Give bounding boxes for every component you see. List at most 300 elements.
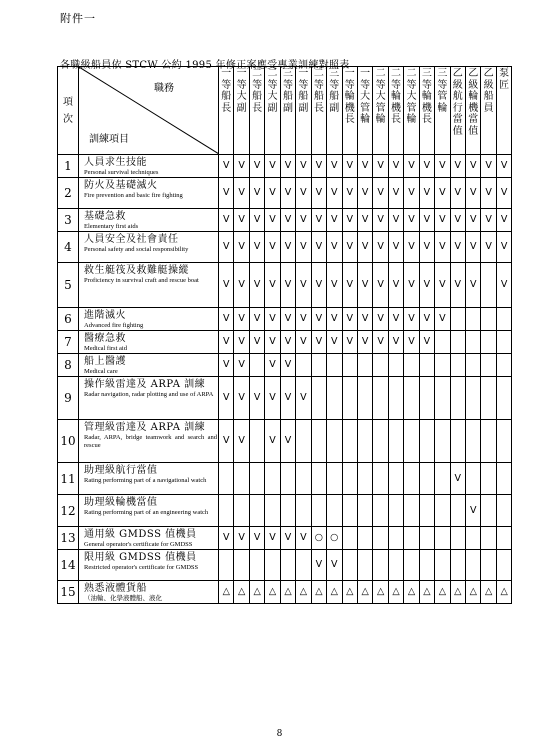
rank-header-7: 二 等 船 長 [311, 67, 326, 155]
requirement-mark [496, 377, 511, 420]
training-item [79, 331, 219, 354]
training-item-en: Fire prevention and basic fire fighting [84, 192, 183, 199]
requirement-mark: V [219, 155, 234, 178]
requirement-mark [450, 495, 465, 527]
rank-header-8: 三 等 船 副 [327, 67, 342, 155]
item-no: 7 [58, 331, 79, 354]
rank-header-6: 一 等 船 副 [296, 67, 311, 155]
requirement-mark [450, 550, 465, 581]
training-item [79, 308, 219, 331]
item-no: 8 [58, 354, 79, 377]
table-row [58, 581, 512, 604]
requirement-mark: V [404, 209, 419, 232]
training-item-zh: 操作級雷達及 ARPA 訓練 [84, 379, 206, 390]
requirement-mark: V [466, 495, 481, 527]
requirement-mark: V [435, 232, 450, 263]
requirement-mark: V [373, 178, 388, 209]
requirement-mark: V [311, 263, 326, 308]
training-item-en: Radar navigation, radar plotting and use of ARPA [84, 391, 214, 398]
requirement-mark: V [327, 232, 342, 263]
requirement-mark: V [388, 155, 403, 178]
requirement-mark: V [327, 178, 342, 209]
requirement-mark [466, 463, 481, 495]
requirement-mark: △ [373, 581, 388, 604]
requirement-mark: V [280, 209, 295, 232]
training-item-zh: 通用級 GMDSS 值機員 [84, 529, 197, 540]
requirement-mark: V [234, 377, 249, 420]
requirement-mark [311, 495, 326, 527]
rank-header-4: 二 等 大 副 [265, 67, 280, 155]
requirement-mark [357, 463, 372, 495]
training-item-zh: 管理級雷達及 ARPA 訓練 [84, 422, 206, 433]
requirement-mark: V [327, 550, 342, 581]
requirement-mark: V [249, 209, 264, 232]
table-row [58, 178, 512, 209]
requirement-mark: V [404, 178, 419, 209]
requirement-mark: V [388, 209, 403, 232]
requirement-mark: V [450, 209, 465, 232]
requirement-mark: V [280, 263, 295, 308]
requirement-mark: △ [357, 581, 372, 604]
requirement-mark [373, 420, 388, 463]
table-row [58, 209, 512, 232]
training-item-zh: 助理級航行當值 [84, 465, 158, 476]
table-row [58, 232, 512, 263]
requirement-mark: V [496, 232, 511, 263]
requirement-mark [311, 463, 326, 495]
requirement-mark [342, 495, 357, 527]
requirement-mark [419, 550, 434, 581]
requirement-mark: V [234, 178, 249, 209]
requirement-mark: △ [481, 581, 496, 604]
requirement-mark: V [450, 155, 465, 178]
requirement-mark: V [311, 178, 326, 209]
requirement-mark: V [327, 209, 342, 232]
requirement-mark [481, 331, 496, 354]
requirement-mark: V [404, 263, 419, 308]
requirement-mark [373, 527, 388, 550]
requirement-mark [296, 420, 311, 463]
requirement-mark: V [311, 331, 326, 354]
training-item-label: 訓練項目 [89, 134, 129, 145]
requirement-mark: V [388, 308, 403, 331]
training-item [79, 495, 219, 527]
requirement-mark: V [265, 263, 280, 308]
requirement-mark [280, 550, 295, 581]
requirement-mark: V [388, 263, 403, 308]
requirement-mark: V [280, 232, 295, 263]
requirement-mark: V [450, 232, 465, 263]
requirement-mark [219, 495, 234, 527]
requirement-mark [357, 495, 372, 527]
requirement-mark: V [435, 209, 450, 232]
requirement-mark: △ [234, 581, 249, 604]
training-item [79, 377, 219, 420]
requirement-mark: △ [265, 581, 280, 604]
requirement-mark: V [342, 178, 357, 209]
requirement-mark: V [342, 155, 357, 178]
requirement-mark [296, 550, 311, 581]
requirement-mark [481, 377, 496, 420]
training-item-en: Medical first aid [84, 345, 127, 352]
table-row [58, 308, 512, 331]
requirement-mark: V [249, 527, 264, 550]
requirement-mark: V [373, 263, 388, 308]
requirement-mark [327, 420, 342, 463]
requirement-mark [219, 463, 234, 495]
requirement-mark: V [357, 209, 372, 232]
requirement-mark: V [234, 232, 249, 263]
requirement-mark: △ [311, 581, 326, 604]
requirement-mark: ○ [311, 527, 326, 550]
requirement-mark: V [249, 232, 264, 263]
requirement-mark [419, 354, 434, 377]
requirement-mark: V [219, 527, 234, 550]
requirement-mark [404, 550, 419, 581]
item-no: 4 [58, 232, 79, 263]
table-row [58, 463, 512, 495]
requirement-mark [404, 463, 419, 495]
requirement-mark: V [466, 178, 481, 209]
requirement-mark [342, 354, 357, 377]
requirement-mark: V [219, 209, 234, 232]
requirement-mark: V [265, 420, 280, 463]
rank-header-11: 二 等 大 管 輪 [373, 67, 388, 155]
item-no: 3 [58, 209, 79, 232]
item-no: 12 [58, 495, 79, 527]
requirement-mark: V [234, 155, 249, 178]
requirement-mark: V [466, 155, 481, 178]
requirement-mark: V [280, 377, 295, 420]
requirement-mark: V [342, 263, 357, 308]
requirement-mark: V [419, 155, 434, 178]
table-row [58, 550, 512, 581]
requirement-mark [373, 550, 388, 581]
requirement-mark: ○ [327, 527, 342, 550]
item-no-header [58, 67, 79, 155]
requirement-mark [466, 527, 481, 550]
requirement-mark: V [265, 178, 280, 209]
requirement-mark: V [496, 209, 511, 232]
requirement-mark: V [219, 263, 234, 308]
requirement-mark [249, 463, 264, 495]
table-row [58, 331, 512, 354]
requirement-mark [496, 420, 511, 463]
requirement-mark: V [435, 263, 450, 308]
requirement-mark: △ [404, 581, 419, 604]
requirement-mark [357, 550, 372, 581]
requirement-mark [404, 354, 419, 377]
requirement-mark: V [311, 308, 326, 331]
duty-label: 職務 [154, 83, 174, 94]
requirement-mark [388, 463, 403, 495]
requirement-mark: V [296, 527, 311, 550]
requirement-mark: V [373, 209, 388, 232]
requirement-mark [388, 377, 403, 420]
requirement-mark: V [249, 155, 264, 178]
requirement-mark: V [435, 308, 450, 331]
training-item-en: Personal survival techniques [84, 169, 159, 176]
requirement-mark: △ [342, 581, 357, 604]
rank-header-9: 一 等 輪 機 長 [342, 67, 357, 155]
requirement-mark: V [388, 331, 403, 354]
requirement-mark [265, 463, 280, 495]
requirement-mark [481, 495, 496, 527]
training-item-zh: 助理級輪機當值 [84, 497, 158, 508]
requirement-mark: V [265, 331, 280, 354]
requirement-mark: V [280, 308, 295, 331]
requirement-mark [373, 495, 388, 527]
requirement-mark: V [342, 209, 357, 232]
requirement-mark: V [219, 308, 234, 331]
item-no: 1 [58, 155, 79, 178]
rank-header-10: 一 等 大 管 輪 [357, 67, 372, 155]
training-item [79, 178, 219, 209]
training-item-en: Proficiency in survival craft and rescue boat [84, 277, 199, 284]
requirement-mark [249, 550, 264, 581]
requirement-mark: V [357, 232, 372, 263]
requirement-mark: V [435, 155, 450, 178]
page-number: 8 [276, 729, 283, 739]
rank-header-15: 三 等 管 輪 [435, 67, 450, 155]
training-item-zh: 防火及基礎滅火 [84, 180, 158, 191]
requirement-mark: V [342, 232, 357, 263]
training-item [79, 463, 219, 495]
requirement-mark: V [296, 308, 311, 331]
table-body [58, 155, 512, 604]
requirement-mark [311, 354, 326, 377]
requirement-mark: V [419, 308, 434, 331]
table-row [58, 354, 512, 377]
requirement-mark [450, 527, 465, 550]
requirement-mark [496, 463, 511, 495]
requirement-mark [435, 420, 450, 463]
requirement-mark [234, 495, 249, 527]
item-no: 5 [58, 263, 79, 308]
requirement-mark [357, 420, 372, 463]
requirement-mark [496, 308, 511, 331]
requirement-mark: V [249, 331, 264, 354]
item-no: 2 [58, 178, 79, 209]
requirement-mark: V [327, 331, 342, 354]
requirement-mark: V [219, 354, 234, 377]
requirement-mark: V [265, 209, 280, 232]
requirement-mark: V [327, 155, 342, 178]
rank-header-12: 二 等 輪 機 長 [388, 67, 403, 155]
training-item [79, 232, 219, 263]
training-item-en: Elementary first aids [84, 223, 139, 230]
requirement-mark [219, 550, 234, 581]
requirement-mark [327, 495, 342, 527]
requirement-mark [249, 495, 264, 527]
requirement-mark: V [450, 463, 465, 495]
requirement-mark: V [311, 550, 326, 581]
table-row [58, 377, 512, 420]
requirement-mark: V [419, 209, 434, 232]
training-item [79, 527, 219, 550]
requirement-mark [388, 420, 403, 463]
requirement-mark: V [234, 331, 249, 354]
requirement-mark [296, 463, 311, 495]
requirement-mark: V [373, 155, 388, 178]
requirement-mark: V [342, 331, 357, 354]
training-item [79, 155, 219, 178]
requirement-mark: V [311, 209, 326, 232]
requirement-mark [466, 550, 481, 581]
requirement-mark [419, 377, 434, 420]
training-item [79, 420, 219, 463]
requirement-mark: V [280, 420, 295, 463]
training-item-zh: 限用級 GMDSS 值機員 [84, 552, 197, 563]
requirement-mark: △ [219, 581, 234, 604]
requirement-mark [296, 495, 311, 527]
training-item-en: Medical care [84, 368, 118, 375]
requirement-mark: V [219, 178, 234, 209]
requirement-mark [481, 263, 496, 308]
training-item [79, 263, 219, 308]
table-row [58, 527, 512, 550]
requirement-mark: V [357, 308, 372, 331]
requirement-mark [342, 527, 357, 550]
requirement-mark [327, 463, 342, 495]
requirement-mark: V [466, 263, 481, 308]
requirement-mark: V [296, 155, 311, 178]
table-row [58, 155, 512, 178]
item-no: 11 [58, 463, 79, 495]
requirement-mark [435, 550, 450, 581]
requirement-mark [296, 354, 311, 377]
requirement-mark [481, 527, 496, 550]
requirement-mark: △ [249, 581, 264, 604]
training-item-en: General operator's certificate for GMDSS [84, 541, 193, 548]
requirement-mark [481, 420, 496, 463]
requirement-mark [373, 377, 388, 420]
training-item-zh: 人員安全及社會責任 [84, 234, 179, 245]
rank-header-2: 一 等 大 副 [234, 67, 249, 155]
requirement-mark: V [296, 377, 311, 420]
requirement-mark: V [373, 232, 388, 263]
item-no: 14 [58, 550, 79, 581]
requirement-mark: V [481, 209, 496, 232]
requirement-mark [342, 377, 357, 420]
requirement-mark [234, 550, 249, 581]
requirement-mark [265, 495, 280, 527]
requirement-mark [435, 377, 450, 420]
requirement-mark: V [311, 232, 326, 263]
item-no: 15 [58, 581, 79, 604]
requirement-mark [450, 331, 465, 354]
training-item-en: Advanced fire fighting [84, 322, 144, 329]
requirement-mark [342, 463, 357, 495]
requirement-mark [249, 354, 264, 377]
requirement-mark: △ [296, 581, 311, 604]
requirement-mark [496, 495, 511, 527]
training-item [79, 581, 219, 604]
table-row [58, 495, 512, 527]
requirement-mark: V [388, 178, 403, 209]
training-item [79, 209, 219, 232]
table-header-row [58, 67, 512, 155]
rank-header-17: 乙 級 輪 機 當 值 [466, 67, 481, 155]
requirement-mark [481, 550, 496, 581]
requirement-mark: V [388, 232, 403, 263]
requirement-mark: V [265, 308, 280, 331]
rank-header-14: 三 等 輪 機 長 [419, 67, 434, 155]
table-row [58, 263, 512, 308]
rank-header-16: 乙 級 航 行 當 值 [450, 67, 465, 155]
requirement-mark: V [419, 178, 434, 209]
attachment-label: 附件一 [60, 12, 96, 25]
requirement-mark: V [249, 263, 264, 308]
requirement-mark: V [311, 155, 326, 178]
requirement-mark [450, 308, 465, 331]
document-title: 各職級船員依 STCW 公約 1995 年修正案應受專業訓練對照表 [60, 60, 350, 71]
requirement-mark: V [265, 354, 280, 377]
requirement-mark [373, 463, 388, 495]
requirement-mark [280, 463, 295, 495]
item-no: 10 [58, 420, 79, 463]
requirement-mark: △ [419, 581, 434, 604]
requirement-mark: V [466, 209, 481, 232]
item-no-header-text: 項 次 [63, 96, 73, 125]
training-item-zh: 基礎急救 [84, 211, 126, 222]
requirement-mark [419, 527, 434, 550]
requirement-mark: △ [388, 581, 403, 604]
requirement-mark [496, 550, 511, 581]
requirement-mark [496, 527, 511, 550]
requirement-mark [357, 354, 372, 377]
requirement-mark: V [342, 308, 357, 331]
requirement-mark: V [234, 420, 249, 463]
requirement-mark [481, 463, 496, 495]
rank-header-13: 二 等 大 管 輪 [404, 67, 419, 155]
requirement-mark [466, 377, 481, 420]
requirement-mark [388, 495, 403, 527]
requirement-mark [404, 527, 419, 550]
requirement-mark [265, 550, 280, 581]
diagonal-header-cell [79, 67, 219, 155]
requirement-mark: V [357, 331, 372, 354]
requirement-mark [435, 495, 450, 527]
requirement-mark: V [435, 178, 450, 209]
training-item-en: Rating performing part of a navigational watch [84, 477, 207, 484]
requirement-mark [419, 463, 434, 495]
requirement-mark [249, 420, 264, 463]
requirement-mark: V [280, 354, 295, 377]
requirement-mark: V [373, 331, 388, 354]
requirement-mark: △ [496, 581, 511, 604]
requirement-mark [419, 495, 434, 527]
requirement-mark: V [234, 354, 249, 377]
training-item-zh: 人員求生技能 [84, 157, 147, 168]
requirement-mark [357, 377, 372, 420]
requirement-mark: V [296, 232, 311, 263]
requirement-mark: △ [450, 581, 465, 604]
requirement-mark: V [496, 178, 511, 209]
training-item-zh: 進階滅火 [84, 310, 126, 321]
requirement-mark: △ [327, 581, 342, 604]
requirement-mark [388, 354, 403, 377]
training-item-zh: 熟悉液體貨船 [84, 583, 147, 594]
training-item-zh: 救生艇筏及救難艇操縱 [84, 265, 189, 276]
item-no: 13 [58, 527, 79, 550]
requirement-mark: V [419, 331, 434, 354]
requirement-mark: V [219, 331, 234, 354]
requirement-mark [234, 463, 249, 495]
training-item [79, 550, 219, 581]
requirement-mark: V [481, 232, 496, 263]
requirement-mark [435, 354, 450, 377]
